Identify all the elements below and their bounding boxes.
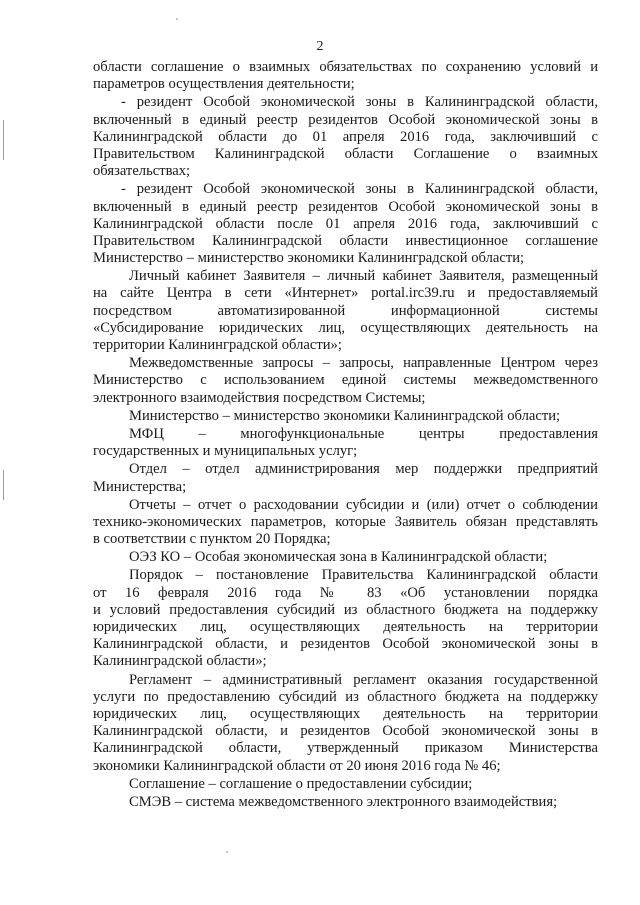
text-line: ОЭЗ КО – Особая экономическая зона в Калининградской области; — [129, 549, 548, 566]
text-line: Порядок – постановление Правительства Калининградской области — [129, 567, 598, 584]
scan-margin-mark — [3, 470, 4, 500]
text-line: территории Калининградской области»; — [93, 337, 342, 353]
scan-speck — [176, 18, 178, 20]
text-line: Калининградской области после 01 апреля 2016 года, заключивший с — [93, 215, 598, 232]
text-line: Отчеты – отчет о расходовании субсидии и (или) отчет о соблюдении — [129, 496, 598, 513]
text-line: государственных и муниципальных услуг; — [93, 443, 358, 460]
text-line: Калининградской области, и резидентов Особой экономической зоны в — [93, 636, 598, 653]
text-line: Калининградской области, утвержденный приказом Министерства — [93, 740, 598, 757]
text-line: юридических лиц, осуществляющих деятельность на территории — [93, 619, 598, 635]
text-line: СМЭВ – система межведомственного электронного взаимодействия; — [129, 793, 558, 810]
text-line: Личный кабинет Заявителя – личный кабинет Заявителя, размещенный — [129, 268, 598, 285]
text-line: параметров осуществления деятельности; — [93, 76, 355, 93]
text-line: Министерство – министерство экономики Калининградской области; — [93, 250, 525, 267]
text-line: услуги по предоставлению субсидий из областного бюджета на поддержку — [93, 688, 598, 705]
text-line: области соглашение о взаимных обязательствах по сохранению условий и — [93, 59, 598, 75]
page-number: 2 — [316, 39, 324, 54]
text-line: от 16 февраля 2016 года № 83 «Об установлении порядка — [93, 584, 598, 601]
document-body — [93, 59, 598, 811]
text-line: электронного взаимодействия посредством Системы; — [93, 389, 426, 406]
text-line: обязательствах; — [93, 163, 191, 180]
text-line: в соответствии с пунктом 20 Порядка; — [93, 531, 331, 548]
text-line: Министерства; — [93, 478, 187, 495]
text-line: Соглашение – соглашение о предоставлении субсидии; — [129, 775, 473, 792]
text-line: на сайте Центра в сети «Интернет» portal.irc39.ru и предоставляемый — [93, 285, 598, 302]
text-line: Министерство – министерство экономики Калининградской области; — [129, 407, 561, 424]
text-line: экономики Калининградской области от 20 июня 2016 года № 46; — [93, 757, 501, 774]
text-line: посредством автоматизированной информационной системы — [93, 302, 598, 319]
text-line: Отдел – отдел администрирования мер поддержки предприятий — [129, 461, 598, 478]
text-line: Калининградской области до 01 апреля 2016 года, заключивший с — [93, 128, 598, 145]
text-line: Межведомственные запросы – запросы, направленные Центром через — [129, 355, 598, 372]
text-line: - резидент Особой экономической зоны в Калининградской области, — [121, 181, 598, 198]
text-line: «Субсидирование юридических лиц, осуществляющих деятельность на — [93, 319, 598, 336]
text-line: Министерство с использованием единой системы межведомственного — [93, 372, 598, 389]
text-line: Калининградской области»; — [93, 653, 267, 670]
text-line: - резидент Особой экономической зоны в Калининградской области, — [121, 94, 598, 111]
text-line: Правительством Калининградской области Соглашение о взаимных — [93, 145, 598, 162]
text-line: и условий предоставления субсидий из областного бюджета на поддержку — [93, 601, 598, 618]
text-line: МФЦ – многофункциональные центры предоставления — [129, 425, 598, 442]
text-line: Регламент – административный регламент оказания государственной — [129, 671, 598, 688]
scan-speck — [226, 851, 228, 853]
text-line: включенный в единый реестр резидентов Особой экономической зоны в — [93, 198, 598, 215]
text-line: включенный в единый реестр резидентов Особой экономической зоны в — [93, 111, 598, 128]
text-line: Калининградской области, и резидентов Особой экономической зоны в — [93, 723, 598, 740]
text-line: технико-экономических параметров, которые Заявитель обязан представлять — [93, 513, 598, 530]
text-line: Правительством Калининградской области инвестиционное соглашение — [93, 232, 598, 249]
text-line: юридических лиц, осуществляющих деятельность на территории — [93, 705, 598, 722]
scan-margin-mark — [3, 120, 4, 160]
